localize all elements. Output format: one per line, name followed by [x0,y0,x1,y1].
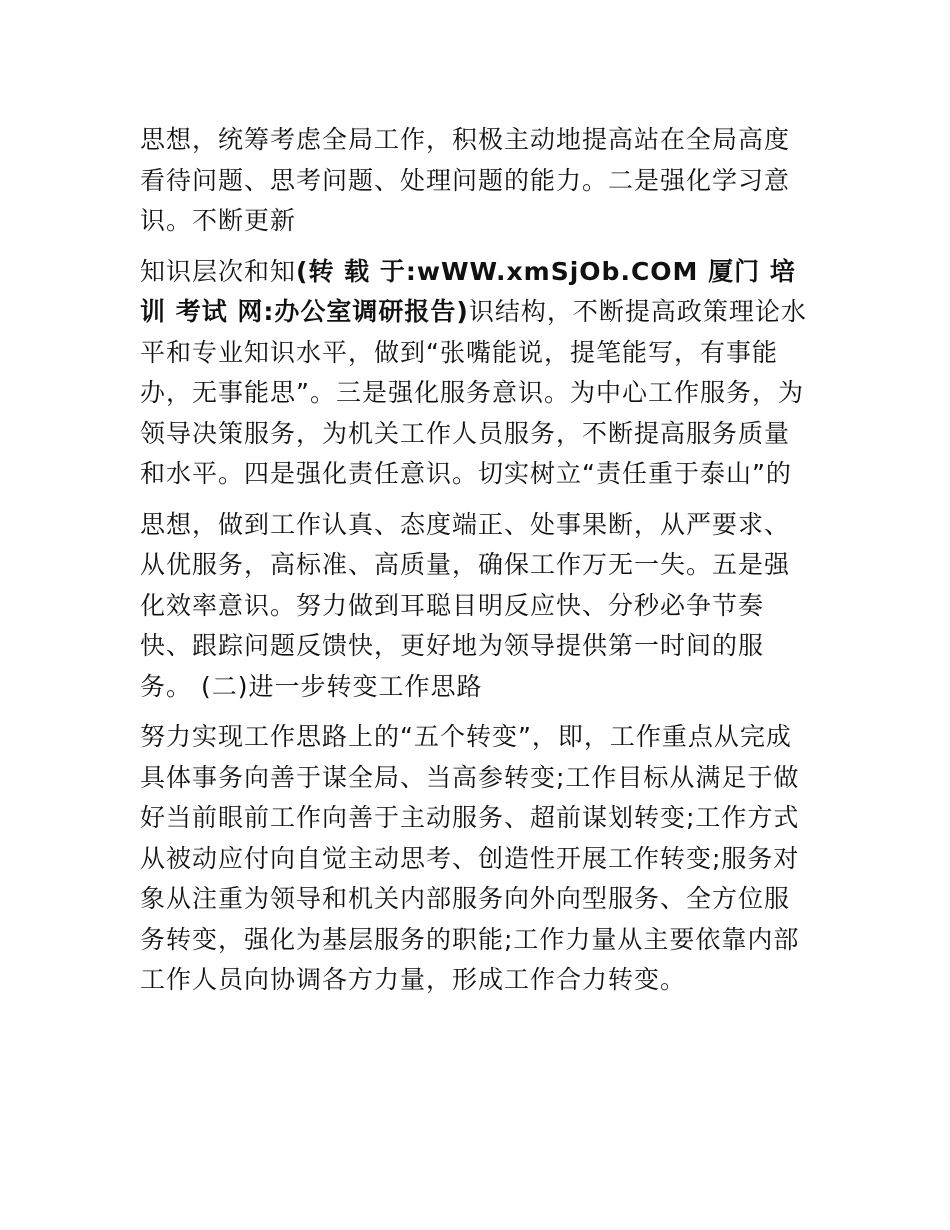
source-note: (转 载 于:wWW.xmSjOb.COM 厦门 培训 考试 网:办公室调研报告) [140,256,796,326]
paragraph-2-lead: 知识层次和知 [140,256,297,286]
paragraph-2 [140,252,810,495]
paragraph-2-body: 识结构，不断提高政策理论水平和专业知识水平，做到“张嘴能说，提笔能写，有事能办，无事能思”。三是强化服务意识。为中心工作服务，为领导决策服务，为机关工作人员服务，不断提高服务质量和水平。四是强化责任意识。切实树立“责任重于泰山”的 [140,297,807,488]
paragraph-1: 思想，统筹考虑全局工作，积极主动地提高站在全局高度看待问题、思考问题、处理问题的能力。二是强化学习意识。不断更新 [140,125,791,235]
paragraph-4: 努力实现工作思路上的“五个转变”，即，工作重点从完成具体事务向善于谋全局、当高参转变;工作目标从满足于做好当前眼前工作向善于主动服务、超前谋划转变;工作方式从被动应付向自觉主动思考、创造性开展工作转变;服务对象从注重为领导和机关内部服务向外向型服务、全方位服务转变，强化为基层服务的职能;工作力量从主要依靠内部工作人员向协调各方力量，形成工作合力转变。 [140,722,800,994]
paragraph-3: 思想，做到工作认真、态度端正、处事果断，从严要求、从优服务，高标准、高质量，确保工作万无一失。五是强化效率意识。努力做到耳聪目明反应快、分秒必争节奏快、跟踪问题反馈快，更好地为领导提供第一时间的服务。 (二)进一步转变工作思路 [140,509,791,701]
